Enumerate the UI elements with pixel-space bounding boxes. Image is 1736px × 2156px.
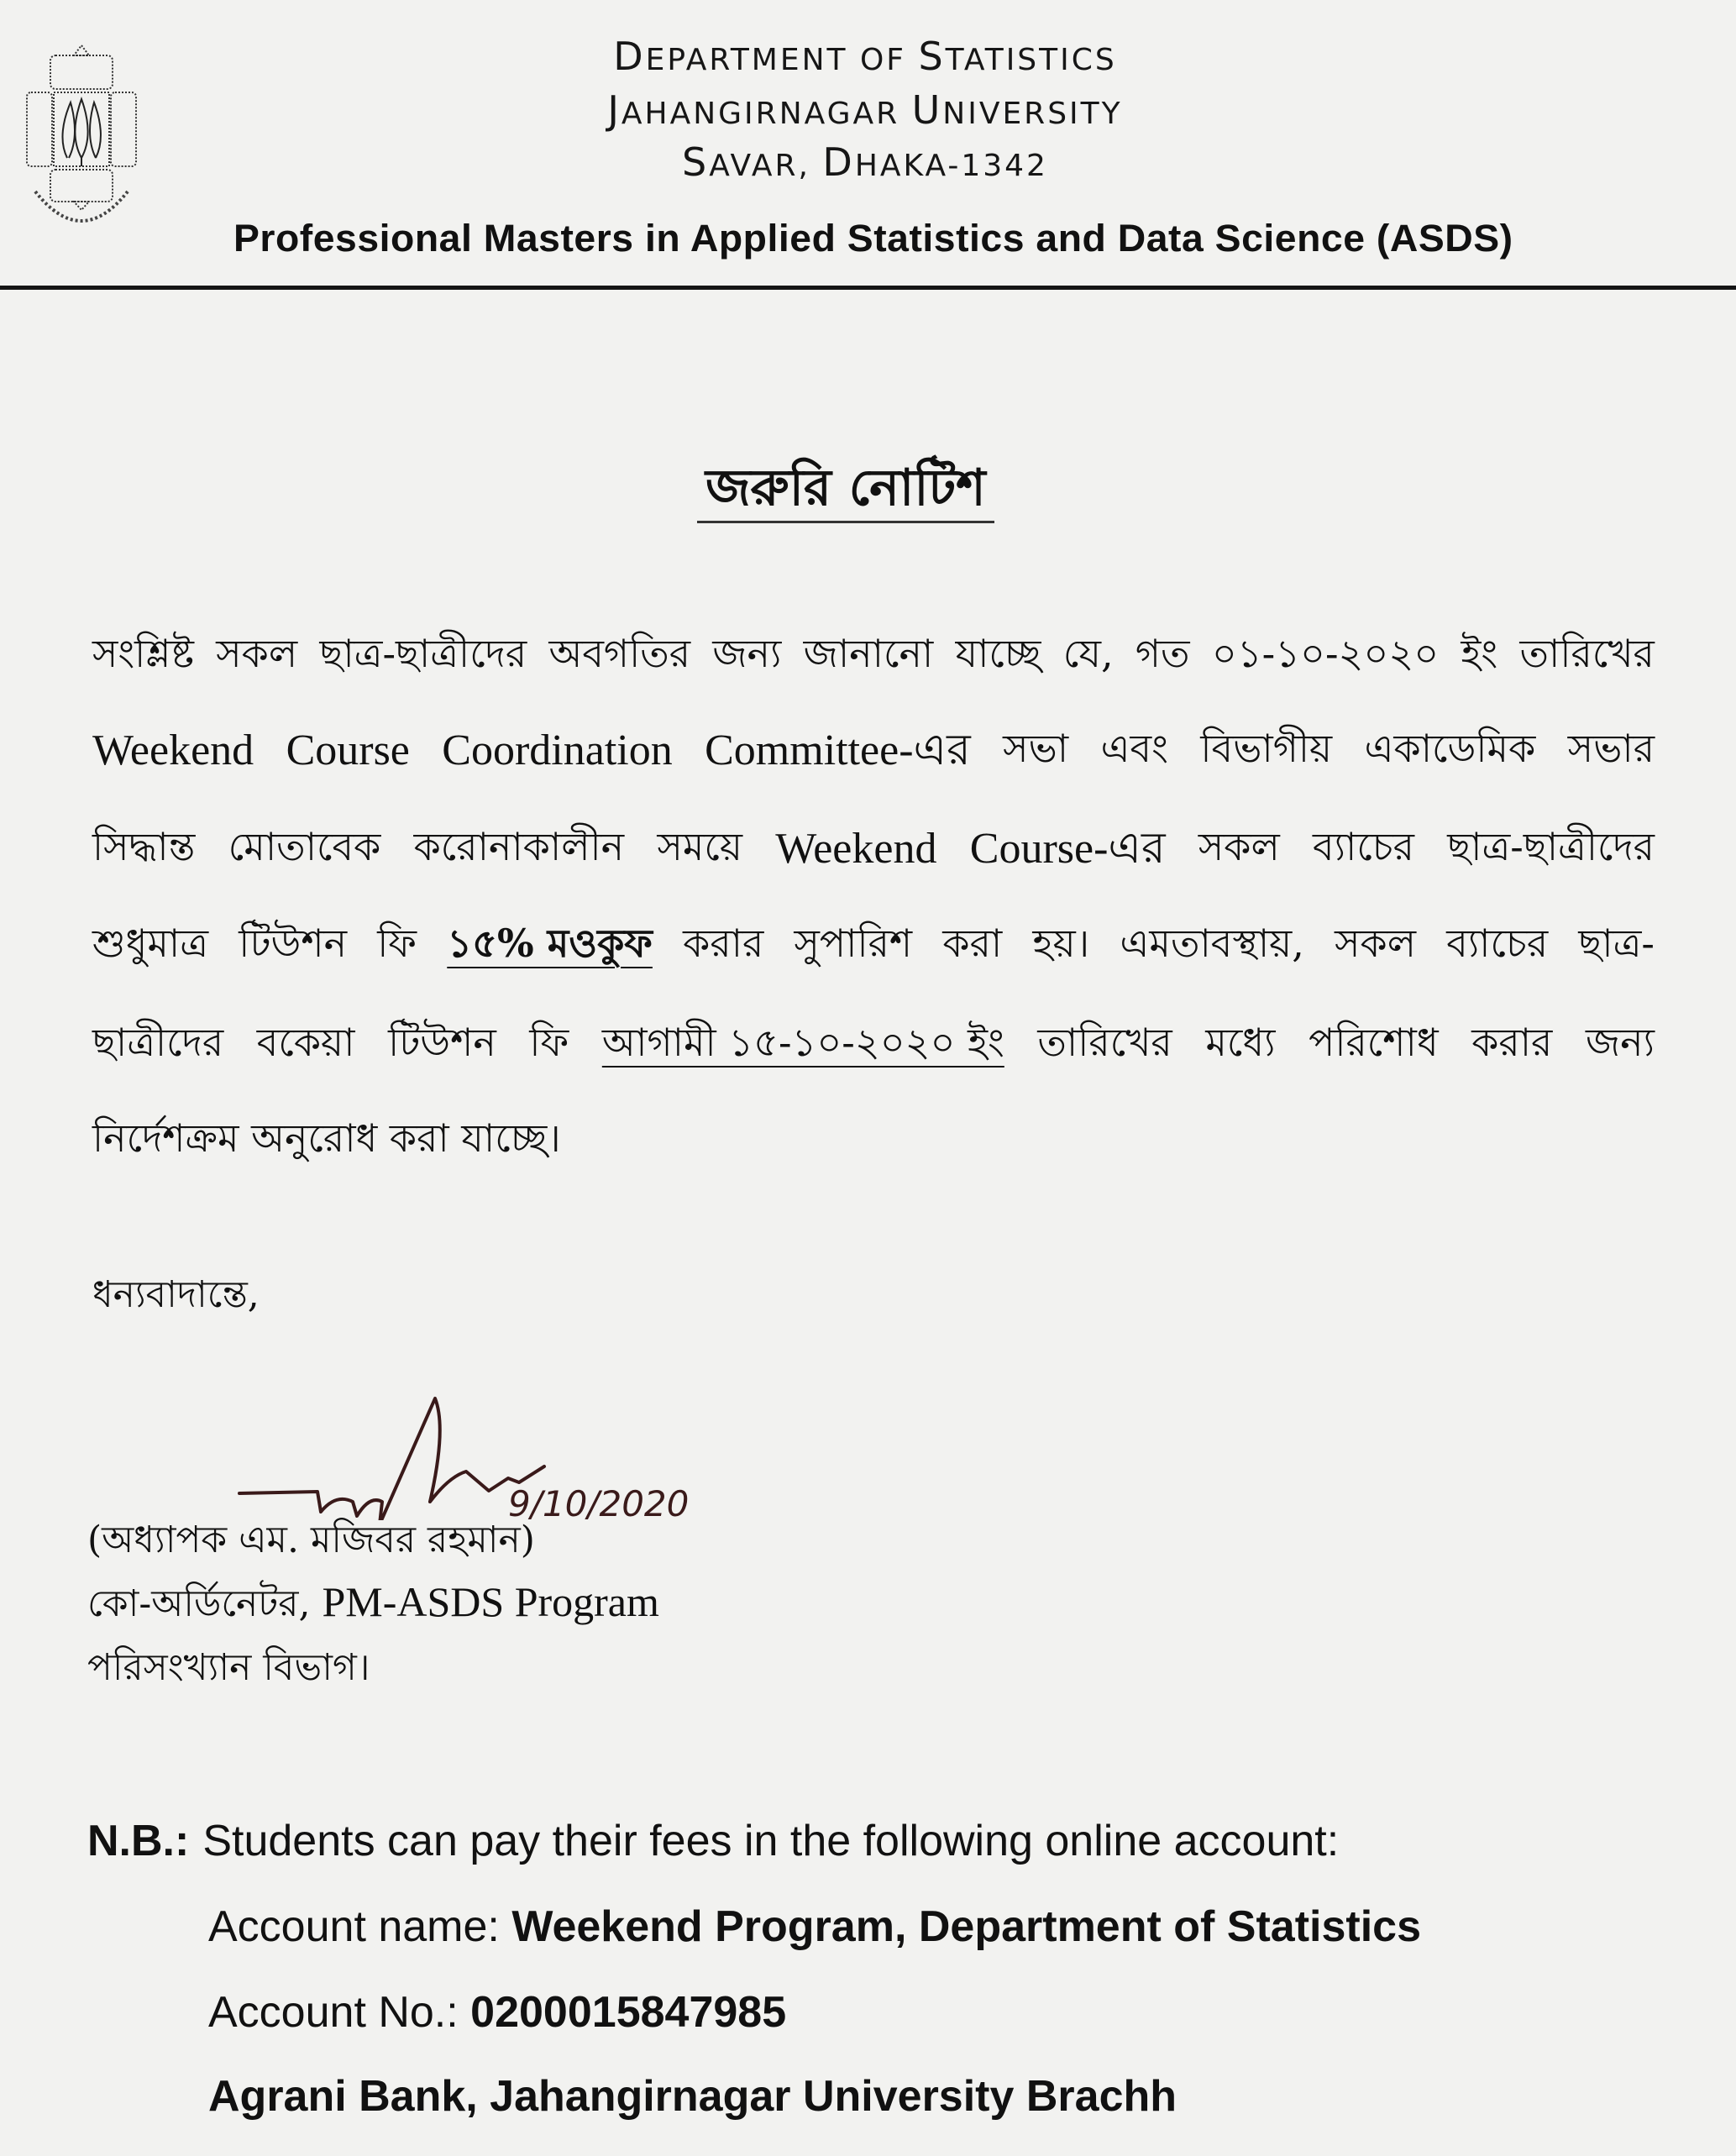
notice-line-1: সংশ্লিষ্ট সকল ছাত্র-ছাত্রীদের অবগতির জন্য জানানো যাচ্ছে যে, গত ০১-১০-২০২০ ইং তারিখের (92, 631, 1655, 676)
notice-line-4: শুধুমাত্র টিউশন ফি ১৫% মওকুফ করার সুপারিশ করা হয়। এমতাবস্থায়, সকল ব্যাচের ছাত্র- (92, 921, 1655, 966)
program-title: Professional Masters in Applied Statistics and Data Science (ASDS) (233, 217, 1513, 260)
signatory-name: (অধ্যাপক এম. মজিবর রহমান) (87, 1519, 535, 1561)
signature-date: 9/10/2020 (508, 1483, 690, 1520)
notice-line-3: সিদ্ধান্ত মোতাবেক করোনাকালীন সময়ে Weekend Course-এর সকল ব্যাচের ছাত্র-ছাত্রীদের (92, 824, 1655, 873)
header-divider (0, 286, 1736, 290)
payment-note-intro: N.B.: Students can pay their fees in the following online account: (87, 1817, 1340, 1865)
university-name: JAHANGIRNAGAR UNIVERSITY (607, 87, 1123, 133)
department-name: DEPARTMENT OF STATISTICS (613, 34, 1117, 79)
waiver-highlight: ১৫% মওকুফ (447, 921, 653, 966)
notice-line-5: ছাত্রীদের বকেয়া টিউশন ফি আগামী ১৫-১০-২০২০ ইং তারিখের মধ্যে পরিশোধ করার জন্য (92, 1020, 1655, 1065)
account-number: Account No.: 0200015847985 (208, 1988, 787, 2037)
signatory-role: কো-অর্ডিনেটর, PM-ASDS Program (87, 1578, 659, 1625)
signature (218, 1394, 773, 1520)
deadline-highlight: আগামী ১৫-১০-২০২০ ইং (601, 1020, 1004, 1065)
closing-salutation: ধন্যবাদান্তে, (92, 1273, 260, 1316)
university-address: SAVAR, DHAKA-1342 (682, 139, 1048, 185)
signatory-department: পরিসংখ্যান বিভাগ। (87, 1646, 370, 1689)
account-name: Account name: Weekend Program, Department of Statistics (208, 1902, 1421, 1951)
university-logo (17, 40, 160, 233)
notice-title: জরুরি নোটিশ (697, 460, 994, 523)
bank-branch: Agrani Bank, Jahangirnagar University Brachh (208, 2072, 1177, 2121)
notice-line-6: নির্দেশক্রম অনুরোধ করা যাচ্ছে। (92, 1115, 561, 1161)
notice-line-2: Weekend Course Coordination Committee-এর সভা এবং বিভাগীয় একাডেমিক সভার (92, 726, 1655, 774)
